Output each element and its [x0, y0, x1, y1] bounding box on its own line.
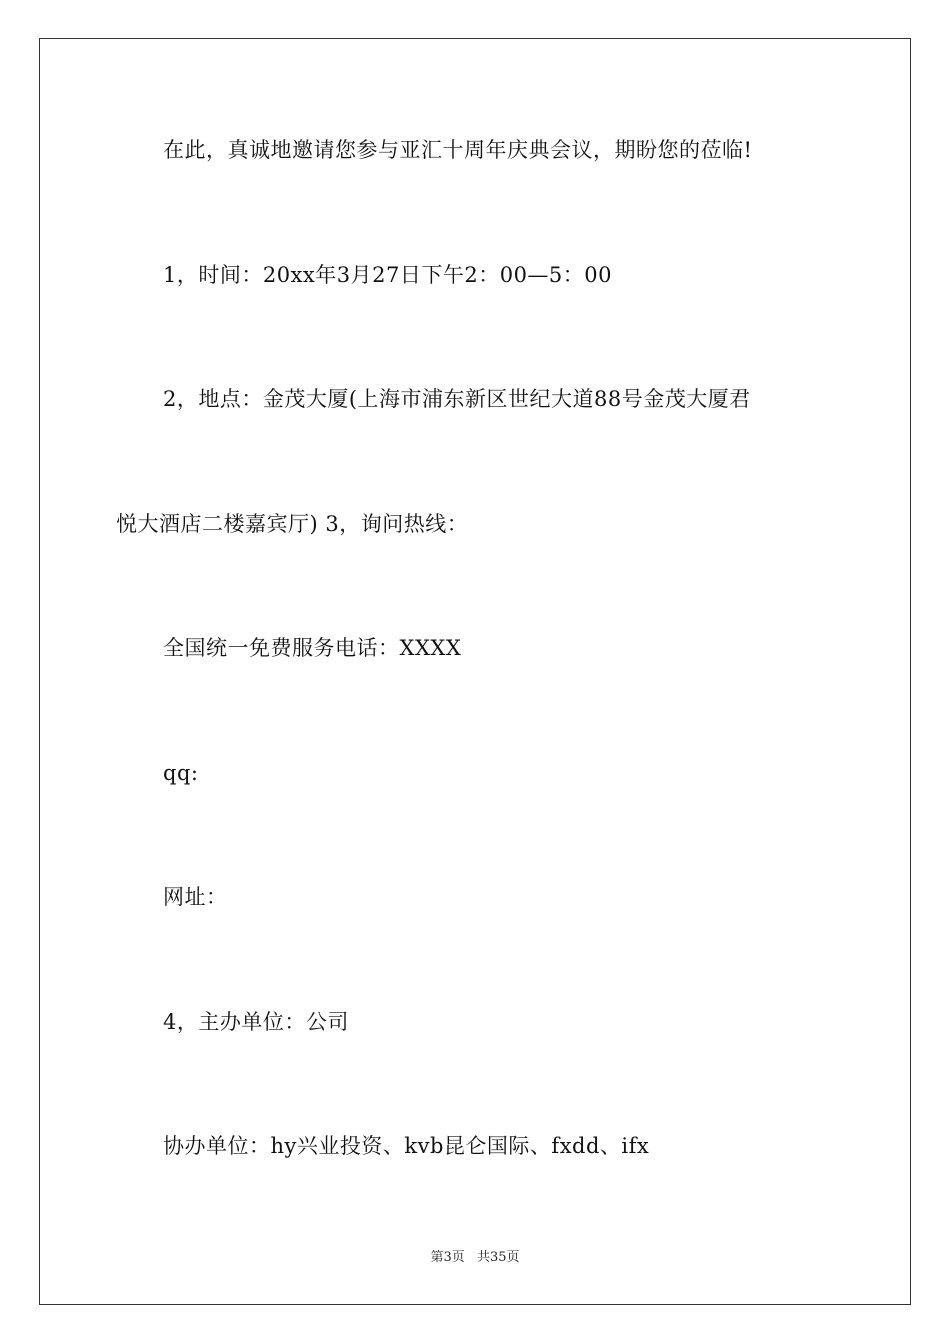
- paragraph-website: 网址：: [163, 885, 228, 909]
- paragraph-invitation: 在此，真诚地邀请您参与亚汇十周年庆典会议，期盼您的莅临!: [163, 138, 753, 162]
- paragraph-organizer: 4，主办单位：公司: [163, 1010, 349, 1034]
- page-total: 共35页: [476, 1250, 520, 1265]
- paragraph-co-organizer: 协办单位：hy兴业投资、kvb昆仑国际、fxdd、ifx: [163, 1134, 650, 1158]
- paragraph-location: 2，地点：金茂大厦(上海市浦东新区世纪大道88号金茂大厦君: [163, 387, 751, 411]
- page-footer: [0, 1246, 950, 1265]
- paragraph-time: 1，时间：20xx年3月27日下午2：00—5：00: [163, 263, 613, 287]
- page-frame: [39, 38, 911, 1305]
- paragraph-location-continued: 悦大酒店二楼嘉宾厅) 3，询问热线：: [116, 512, 469, 536]
- paragraph-hotline: 全国统一免费服务电话：XXXX: [163, 636, 462, 660]
- page-number: 第3页: [430, 1250, 465, 1265]
- paragraph-qq: qq:: [163, 761, 199, 785]
